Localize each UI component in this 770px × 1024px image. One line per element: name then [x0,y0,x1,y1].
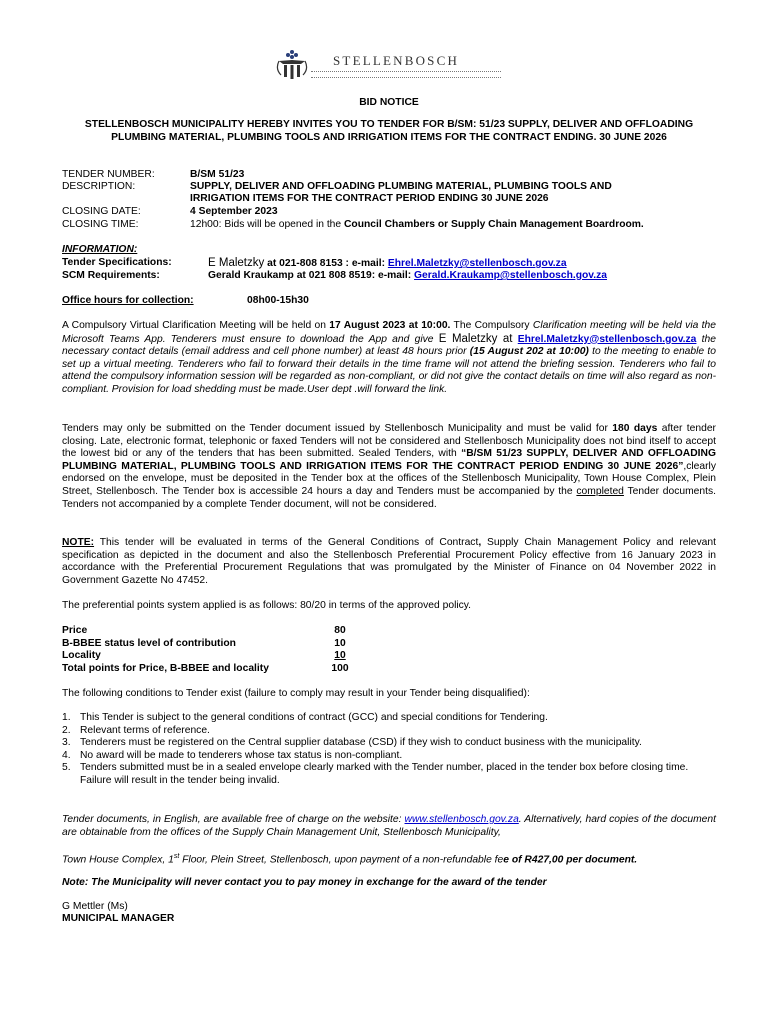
points-label: B-BBEE status level of contribution [62,637,236,649]
closing-time-text: 12h00: Bids will be opened in the [190,219,344,230]
notice-headline: STELLENBOSCH MUNICIPALITY HEREBY INVITES YOU TO TENDER FOR B/SM: 51/23 SUPPLY, DELIVER AND OFFLOADING PLUMBING MATERIAL, PLUMBING TOOLS AND IRRIGATION ITEMS FOR THE CONTRACT ENDING. 30 JUNE 2026 [84,119,694,143]
website-link[interactable]: www.stellenbosch.gov.za [404,814,519,825]
clarification-text-1: A Compulsory Virtual Clarification Meeting will be held on [62,320,330,331]
closing-time-venue: Council Chambers or Supply Chain Management Boardroom. [344,219,644,230]
spec-contact-name: E Maletzky [208,257,265,269]
submission-marking: “B/SM 51/23 SUPPLY, DELIVER AND OFFLOADING PLUMBING MATERIAL, PLUMBING TOOLS AND IRRIGATION ITEMS FOR THE CONTRACT PERIOD ENDING 30 JUNE 2026” [62,448,716,472]
spec-contact-phone: at 021-808 8153 : e-mail: [264,258,388,269]
list-item-number: 5. [62,762,71,774]
signer-role [62,913,716,926]
documents-paragraph [62,814,716,839]
description-value-line1: SUPPLY, DELIVER AND OFFLOADING PLUMBING MATERIAL, PLUMBING TOOLS AND [190,181,612,192]
points-value: 80 [334,625,346,636]
spec-contact [208,257,567,271]
office-hours-value: 08h00-15h30 [247,295,309,306]
scm-email-link[interactable]: Gerald.Kraukamp@stellenbosch.gov.za [414,270,608,281]
list-item [62,725,716,738]
points-label: Locality [62,650,101,662]
description-value-line2: IRRIGATION ITEMS FOR THE CONTRACT PERIOD ENDING 30 JUNE 2026 [190,193,549,204]
spec-label: Tender Specifications: [62,257,172,268]
clarification-deadline: (15 August 202 at 10:00) [469,346,589,358]
documents-text-1: Tender documents, in English, are available free of charge on the website: [62,814,405,825]
documents-text-4: Floor, Plein Street, Stellenbosch, upon payment of a non-refundable fe [179,854,504,866]
list-item-text: Relevant terms of reference. [80,724,210,736]
documents-fee: e of R427,00 per document. [503,854,638,866]
submission-completed: completed [576,485,624,497]
evaluation-text-1: This tender will be evaluated in terms of the General Conditions of Contract [94,537,479,548]
information-heading: INFORMATION: [62,244,138,255]
spec-email-link[interactable]: Ehrel.Maletzky@stellenbosch.gov.za [387,258,567,269]
list-item-number: 3. [62,737,71,749]
conditions-intro: The following conditions to Tender exist (failure to comply may result in your Tender being disqualified): [62,688,530,699]
list-item [62,750,716,763]
footer-warning [62,877,716,890]
points-row [62,663,362,676]
documents-text-2: . Alternatively, hard copies of the document are obtainable from the offices of the Supply Chain Management Unit, Stellenbosch Municipality, [62,814,716,838]
submission-paragraph [62,423,716,511]
list-item-number: 4. [62,749,71,761]
list-item-number: 2. [62,724,71,736]
clarification-date: 17 August 2023 at 10:00. [329,320,451,331]
points-table [62,625,362,675]
points-row [62,650,362,663]
closing-date-label: CLOSING DATE: [62,206,141,217]
list-item [62,712,716,725]
clarification-email-link[interactable]: Ehrel.Maletzky@stellenbosch.gov.za [517,333,697,345]
documents-fee-paragraph [62,851,716,867]
tender-number-value: B/SM 51/23 [190,169,245,180]
closing-time-label: CLOSING TIME: [62,219,139,230]
points-intro: The preferential points system applied is as follows: 80/20 in terms of the approved policy. [62,600,472,611]
list-item-number: 1. [62,712,71,723]
clarification-paragraph [62,320,716,397]
notice-title: BID NOTICE [359,97,419,108]
documents-text-3: Town House Complex, 1 [62,854,174,866]
points-value: 10 [334,637,346,649]
clarification-text-2: The Compulsory [450,320,533,331]
submission-text-1: Tenders may only be submitted on the Tender document issued by Stellenbosch Municipality and must be valid for [62,423,613,434]
municipality-logo [275,49,505,81]
points-label: Total points for Price, B-BBEE and locality [62,662,269,674]
signer-role-text: MUNICIPAL MANAGER [62,913,175,924]
list-item-text: Tenders submitted must be in a sealed envelope clearly marked with the Tender number, placed in the tender box before closing time. Failure will result in the tender being invalid. [80,762,689,786]
office-hours-label: Office hours for collection: [62,295,194,306]
evaluation-note-label: NOTE: [62,537,95,548]
logo-wordmark: STELLENBOSCH [333,53,460,68]
grapevine-crest-icon [275,49,309,81]
list-item-text: This Tender is subject to the general conditions of contract (GCC) and special conditions for Tendering. [80,712,548,723]
scm-contact [208,270,607,283]
points-value: 100 [331,662,349,674]
evaluation-paragraph [62,537,716,587]
evaluation-comma: , [478,537,488,548]
tender-number-label: TENDER NUMBER: [62,169,155,180]
clarification-text-5: to the meeting to enable to set up a virtual meeting. Tenderers who fail to forward their details in the time frame will not attend the briefing session. Tenderers who fail to attend the compulsory information session will be regarded as non-compliant, or did not give the contact details on time will also regard as non-compliant. Provision for load shedding must be made.User dept .will forward the link. [62,346,716,395]
documents-superscript: st [173,853,180,860]
clarification-contact: E Maletzky at [438,332,513,345]
signer-name: G Mettler (Ms) [62,901,128,912]
points-label: Price [62,625,88,636]
footer-warning-text: Note: The Municipality will never contact you to pay money in exchange for the award of the tender [62,877,547,888]
list-item [62,737,716,750]
scm-label: SCM Requirements: [62,270,160,281]
logo-tagline-rule [311,71,501,78]
submission-text-2: after tender closing. Late, electronic format, telephonic or faxed Tenders will not be considered and Stellenbosch Municipality does not bind itself to accept the lowest bid or any of the tenders that has been submitted. Sealed Tenders, with [62,423,716,460]
submission-text-3: ,clearly endorsed on the envelope, must be deposited in the Tender box at the offices of the Stellenbosch Municipality, Town House Complex, Plein Street, Stellenbosch. The Tender box is accessible 24 hours a day and Tenders must be accompanied by the [62,460,716,497]
points-value: 10 [334,650,346,662]
clarification-text-3: Clarification meeting will be held via the Microsoft Teams App. Tenderers must ensure to download the App and give [62,320,716,345]
points-row [62,638,362,651]
closing-time-value [190,219,644,232]
list-item-text: No award will be made to tenderers whose tax status is non-compliant. [80,749,403,761]
submission-validity: 180 days [612,423,658,434]
submission-text-4: Tender documents. Tenders not accompanied by a complete Tender document, will not be considered. [62,485,716,510]
evaluation-text-2: Supply Chain Management Policy and relevant specification as depicted in the document and also the Stellenbosch Preferential Procurement Policy effective from 16 January 2023 in accordance with the Preferential Procurement Regulations that was promulgated by the Minister of Finance on 04 November 2022 in Government Gazette No 47452. [62,537,716,586]
conditions-list [62,712,716,788]
list-item-text: Tenderers must be registered on the Central supplier database (CSD) if they wish to conduct business with the municipality. [80,737,642,749]
points-row [62,625,362,638]
clarification-text-4: the necessary contact details (email address and cell phone number) at least 48 hours prior [62,333,716,358]
scm-contact-phone: Gerald Kraukamp at 021 808 8519: e-mail: [208,270,415,281]
description-label: DESCRIPTION: [62,181,136,192]
list-item [62,762,716,787]
closing-date-value: 4 September 2023 [190,206,278,217]
